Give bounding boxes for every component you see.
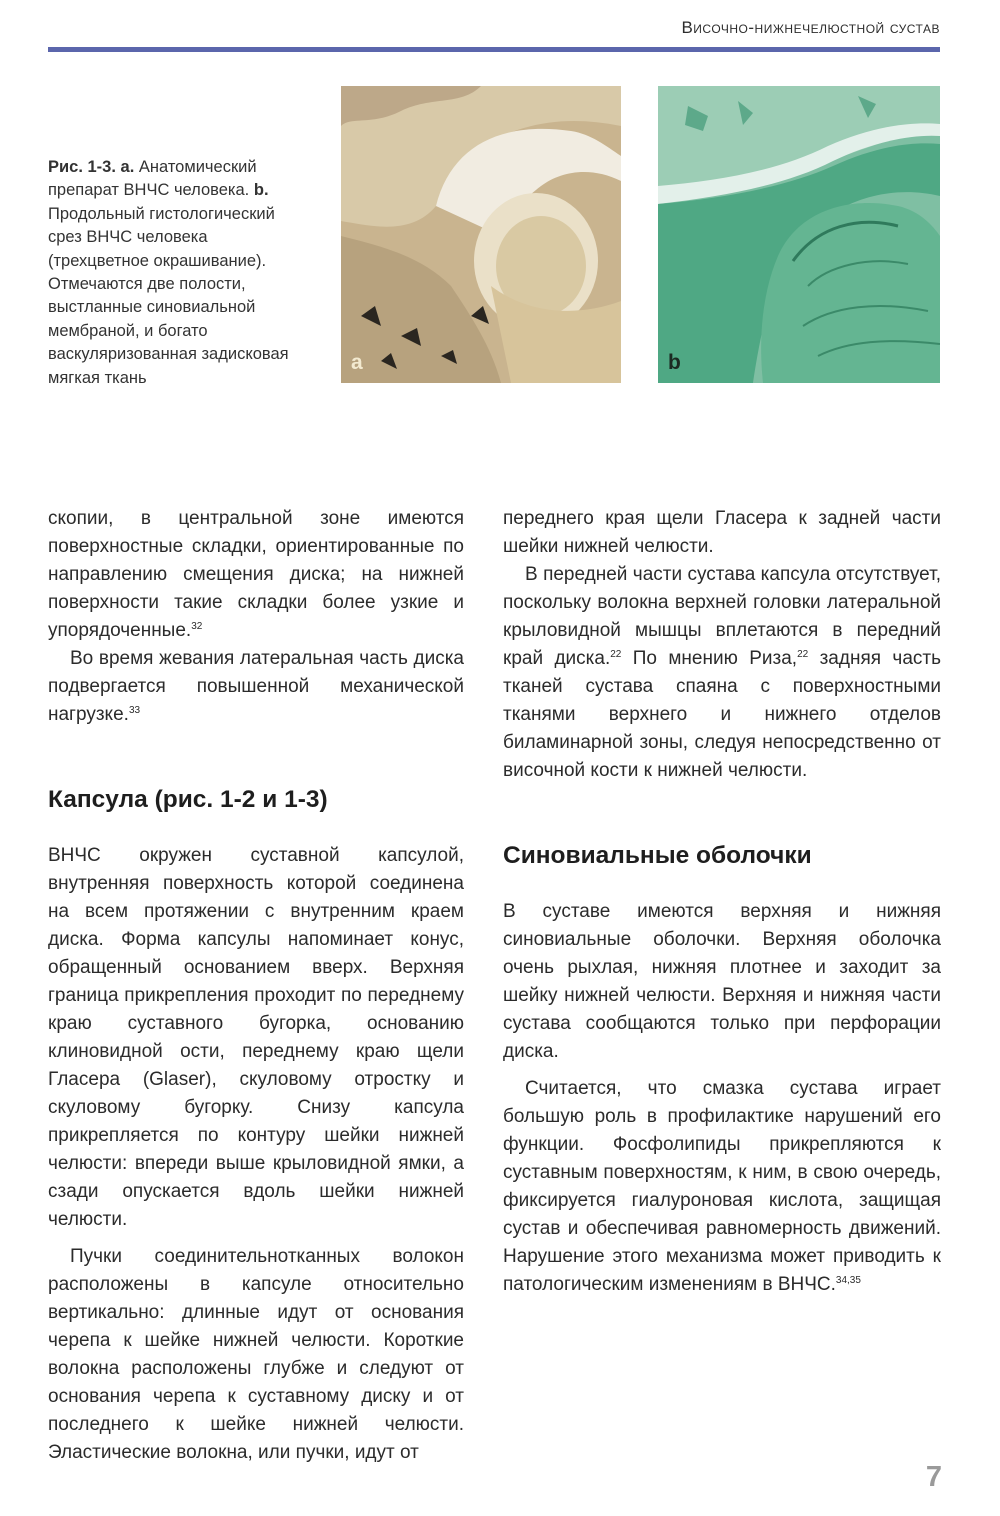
caption-b-label: b. xyxy=(253,181,269,200)
figure-panel-b-histology-photo xyxy=(658,86,940,383)
running-head: Височно-нижнечелюстной сустав xyxy=(681,18,940,37)
left-paragraph-3: ВНЧС окружен суставной капсулой, внутренняя поверхность которой соединена на всем протяжении с внутренним краем диска. Форма капсулы напоминает конус, обращенный основанием вверх. Верхняя граница прикрепления проходит по переднему краю суставного бугорка, основанию клиновидной ости, переднему краю щели Гласера (Glaser), скуловому отростку и скуловому бугорку. Снизу капсула прикрепляется по контуру шейки нижней челюсти: впереди выше крыловидной ямки, а сзади опускается вдоль шейки нижней челюсти. xyxy=(48,845,464,1230)
panel-b-label: b xyxy=(668,351,681,374)
heading-capsule: Капсула (рис. 1-2 и 1-3) xyxy=(48,786,328,813)
anatomical-specimen-image xyxy=(341,86,621,383)
right-paragraph-1: переднего края щели Гласера к задней части шейки нижней челюсти. xyxy=(503,508,941,557)
heading-synovial-membranes: Синовиальные оболочки xyxy=(503,842,812,869)
histology-section-image xyxy=(658,86,940,383)
figure-caption xyxy=(48,156,310,390)
left-paragraph-1: скопии, в центральной зоне имеются поверхностные складки, ориентированные по направлению смещения диска; на нижней поверхности такие складки более узкие и упорядоченные.$^{32}$ xyxy=(48,508,464,641)
page-number: 7 xyxy=(925,1461,942,1493)
caption-a-text: Анатомический препарат ВНЧС человека. xyxy=(48,158,257,200)
caption-b-text: Продольный гистологический срез ВНЧС человека (трехцветное окрашивание). Отмечаются две полости, выстланные синовиальной мембраной, и богато васкуляризованная задисковая мягкая ткань xyxy=(48,204,289,387)
reference-34-35: 34,35 xyxy=(835,1275,861,1286)
caption-label: Рис. 1-3. xyxy=(48,158,116,176)
reference-32: 32 xyxy=(191,621,203,632)
panel-a-label: a xyxy=(351,351,363,374)
right-paragraph-3: В суставе имеются верхняя и нижняя синовиальные оболочки. Верхняя оболочка очень рыхлая, нижняя плотнее и заходит за шейку нижней челюсти. Верхняя и нижняя части сустава сообщаются только при перфорации диска. xyxy=(503,901,941,1062)
right-paragraph-4: Считается, что смазка сустава играет большую роль в профилактике нарушений его функции. Фосфолипиды прикрепляются к суставным поверхностям, к ним, в свою очередь, фиксируется гиалуроновая кислота, защищая сустав и обеспечивая равномерность движений. Нарушение этого механизма может приводить к патологическим изменениям в ВНЧС.$^{34,35}$ xyxy=(503,1078,941,1295)
left-paragraph-4: Пучки соединительнотканных волокон расположены в капсуле относительно вертикально: длинные идут от основания черепа к шейке нижней челюсти. Короткие волокна расположены глубже и следуют от основания черепа к суставному диску и от последнего к шейке нижней челюсти. Эластические волокна, или пучки, идут от xyxy=(48,1246,464,1463)
right-text-column xyxy=(503,505,941,1299)
left-text-column xyxy=(48,505,464,1467)
caption-a-label: a. xyxy=(120,158,135,176)
reference-33: 33 xyxy=(128,705,141,716)
reference-22a: 22 xyxy=(610,649,622,660)
header-rule xyxy=(48,47,940,52)
right-paragraph-2: В передней части сустава капсула отсутствует, поскольку волокна верхней головки латеральной крыловидной мышцы вплетаются в передний край диска.$^{22}$ По мнению Риза,$^{22}$ задняя часть тканей сустава спаяна с поверхностными тканями верхнего и нижнего отделов биламинарной зоны, следуя непосредственно от височной кости к нижней челюсти. xyxy=(503,564,941,781)
figure-panel-a-anatomical-photo xyxy=(341,86,621,383)
left-paragraph-2: Во время жевания латеральная часть диска подвергается повышенной механической нагрузке.$^{33}$ xyxy=(48,648,464,725)
reference-22b: 22 xyxy=(797,649,809,660)
